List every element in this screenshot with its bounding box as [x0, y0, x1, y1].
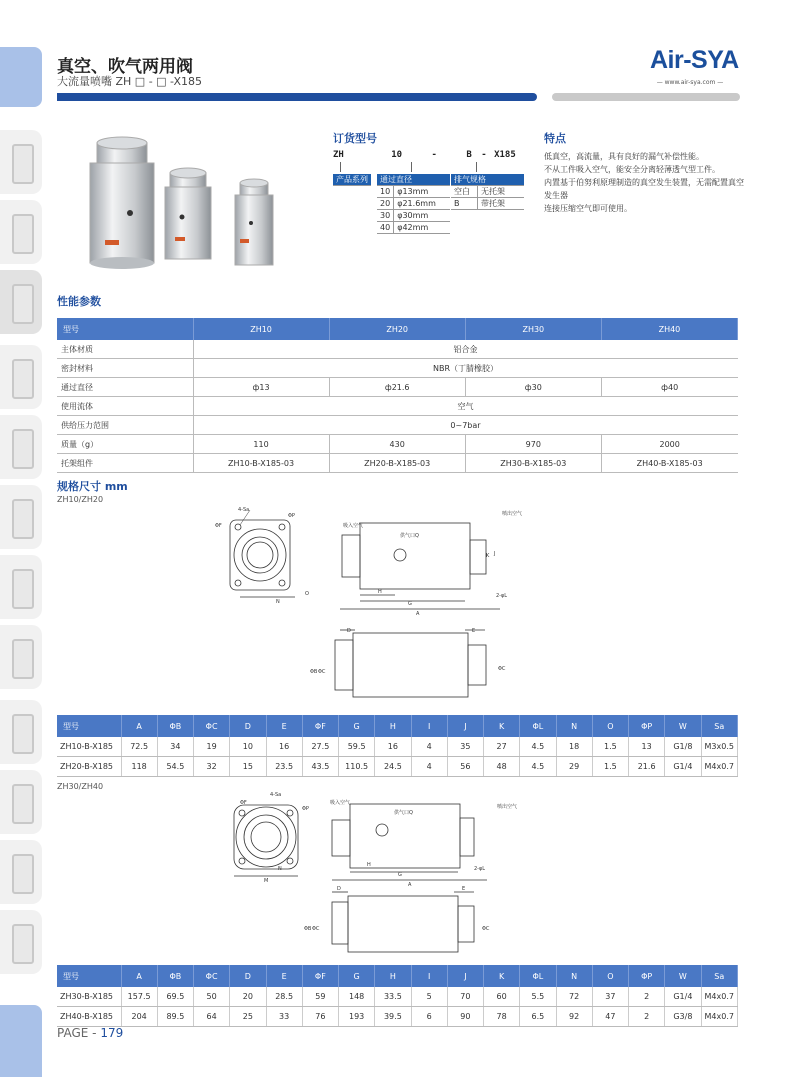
page-title: 真空、吹气两用阀	[57, 57, 193, 77]
cell-value: 5	[411, 987, 447, 1007]
order-code	[333, 150, 516, 160]
cell-value: 90	[447, 1007, 483, 1027]
brand-logo: Air-SYA	[650, 46, 739, 74]
label-K: K	[486, 553, 490, 559]
column-header: ΦB	[157, 715, 193, 737]
label-thread: 2-φL	[474, 866, 486, 872]
label-M: M	[264, 878, 269, 884]
cell-value: G1/8	[665, 737, 701, 757]
sidebar-tab-manifold[interactable]	[0, 700, 42, 764]
column-header: K	[484, 965, 520, 987]
column-header: 型号	[57, 715, 121, 737]
exhaust-table	[451, 174, 524, 210]
sidebar-tab-gripper[interactable]	[0, 625, 42, 689]
cell-value: 43.5	[302, 757, 338, 777]
table-row	[57, 359, 738, 378]
cell-value: 13	[629, 737, 665, 757]
sidebar-bottom-tab	[0, 1005, 42, 1077]
label-A: A	[416, 611, 420, 617]
sidebar-tab-regulator[interactable]	[0, 200, 42, 264]
page-subtitle: 大流量喷嘴 ZH □ - □ -X185	[57, 75, 202, 88]
cell-value: 35	[447, 737, 483, 757]
diameter-code: 30	[377, 210, 394, 222]
page-number	[57, 1026, 123, 1040]
cell-value: ф40	[601, 378, 737, 397]
cell-value: M4x0.7	[701, 1007, 738, 1027]
label-suction: 吸入空气	[343, 523, 364, 529]
cell-value: 89.5	[157, 1007, 193, 1027]
cell-value: 28.5	[266, 987, 302, 1007]
code-exhaust: B	[466, 150, 472, 160]
series-label-table	[333, 174, 371, 186]
cell-value: 157.5	[121, 987, 157, 1007]
label-D: D	[337, 886, 341, 892]
row-label: 通过直径	[57, 378, 193, 397]
label-phiP: ΦP	[288, 513, 295, 519]
cell-value: 25	[230, 1007, 266, 1027]
sidebar-tab-vacuum[interactable]	[0, 270, 42, 334]
sidebar-tab-silencer[interactable]	[0, 840, 42, 904]
sidebar-tab-fitting[interactable]	[0, 345, 42, 409]
cell-value: 16	[375, 737, 411, 757]
cell-value: G3/8	[665, 1007, 701, 1027]
sidebar-tab-accessory[interactable]	[0, 910, 42, 974]
column-header: D	[230, 965, 266, 987]
column-header: I	[411, 965, 447, 987]
drawing-zh30-zh40	[222, 790, 522, 960]
row-label: 使用流体	[57, 397, 193, 416]
column-header: ZH40	[601, 318, 737, 340]
page-number-value: 179	[100, 1026, 124, 1040]
column-header: H	[375, 715, 411, 737]
label-H: H	[378, 589, 382, 595]
label-D: D	[347, 628, 351, 634]
row-label: 供给压力范围	[57, 416, 193, 435]
fitting-icon	[12, 359, 34, 399]
code-suffix: X185	[494, 150, 516, 160]
label-O: O	[305, 591, 309, 597]
group1-label: ZH10/ZH20	[57, 495, 104, 504]
drawing-zh10-zh20	[210, 505, 530, 705]
cell-value: 193	[339, 1007, 375, 1027]
cell-value: 27	[484, 737, 520, 757]
cell-value: 64	[194, 1007, 230, 1027]
column-header: ΦF	[302, 715, 338, 737]
label-exhaust: 喷出空气	[497, 804, 518, 810]
cell-value: 0~7bar	[193, 416, 738, 435]
cell-value: G1/4	[665, 757, 701, 777]
column-header: A	[121, 715, 157, 737]
table-row	[451, 186, 524, 198]
cell-value: 33	[266, 1007, 302, 1027]
cell-value: 6.5	[520, 1007, 556, 1027]
code-dash1: -	[431, 150, 437, 160]
performance-heading: 性能参数	[57, 295, 101, 308]
label-holes: 4-Sa	[270, 792, 282, 798]
cell-value: 59	[302, 987, 338, 1007]
cell-value: 21.6	[629, 757, 665, 777]
column-header: 型号	[57, 965, 121, 987]
diameter-value: φ21.6mm	[394, 198, 451, 210]
column-header: H	[375, 965, 411, 987]
cell-value: 37	[592, 987, 628, 1007]
cell-value: 110.5	[339, 757, 375, 777]
cell-value: 10	[230, 737, 266, 757]
accessory-icon	[12, 924, 34, 964]
cell-value: ф13	[193, 378, 329, 397]
filter-icon	[12, 144, 34, 184]
table-row	[377, 210, 450, 222]
column-header: D	[230, 715, 266, 737]
table-row	[377, 198, 450, 210]
cell-value: 18	[556, 737, 592, 757]
column-header: ΦP	[629, 715, 665, 737]
cell-value: 19	[194, 737, 230, 757]
label-E: E	[462, 886, 466, 892]
label-phiB: ΦB	[310, 669, 318, 675]
sidebar-tab-elbow[interactable]	[0, 770, 42, 834]
column-header: ΦP	[629, 965, 665, 987]
sidebar-tab-actuator[interactable]	[0, 555, 42, 619]
exhaust-label: 排气规格	[451, 174, 524, 186]
column-header: ZH30	[465, 318, 601, 340]
column-header: G	[339, 965, 375, 987]
column-header: ΦL	[520, 965, 556, 987]
column-header: G	[339, 715, 375, 737]
features-heading: 特点	[544, 132, 566, 145]
column-header: E	[266, 965, 302, 987]
column-header: E	[266, 715, 302, 737]
page-label: PAGE -	[57, 1026, 97, 1040]
exhaust-code: 空白	[451, 186, 478, 198]
label-phiC: ΦC	[318, 669, 326, 675]
label-phiC: ΦC	[312, 926, 320, 932]
cell-value: ф21.6	[329, 378, 465, 397]
cell-value: 76	[302, 1007, 338, 1027]
row-label: 质量（g）	[57, 435, 193, 454]
feature-line: 低真空，高流量，具有良好的漏气补偿性能。	[544, 152, 704, 161]
connector-line	[340, 162, 341, 172]
feature-line: 连接压缩空气即可使用。	[544, 204, 632, 213]
table-row	[57, 397, 738, 416]
cell-value: 1.5	[592, 757, 628, 777]
connector-line	[476, 162, 477, 172]
elbow-icon	[12, 784, 34, 824]
cell-value: 24.5	[375, 757, 411, 777]
label-phiC-right: ΦC	[498, 666, 506, 672]
diameter-code: 20	[377, 198, 394, 210]
table-row	[377, 186, 450, 198]
label-phiC-right: ΦC	[482, 926, 490, 932]
cell-value: 47	[592, 1007, 628, 1027]
table-row	[57, 435, 738, 454]
table-row	[57, 987, 738, 1007]
column-header: O	[592, 965, 628, 987]
cell-value: 430	[329, 435, 465, 454]
diameter-label: 通过直径	[377, 174, 450, 186]
label-E: E	[472, 628, 476, 634]
column-header: ΦC	[194, 965, 230, 987]
front-view	[234, 805, 298, 876]
diameter-value: φ30mm	[394, 210, 451, 222]
cell-value: 56	[447, 757, 483, 777]
code-series: ZH	[333, 150, 344, 160]
cell-value: 50	[194, 987, 230, 1007]
header-bar-gray	[552, 93, 740, 101]
cell-value: ZH20-B-X185	[57, 757, 121, 777]
cell-value: 72	[556, 987, 592, 1007]
column-header: ΦC	[194, 715, 230, 737]
cell-value: 16	[266, 737, 302, 757]
cell-value: M4x0.7	[701, 757, 738, 777]
cell-value: ZH20-B-X185-03	[329, 454, 465, 473]
label-phiB: ΦB	[304, 926, 312, 932]
feature-line: 内置基于伯努利原理制造的真空发生装置，无需配置真空发生器	[544, 178, 744, 200]
order-heading: 订货型号	[333, 132, 377, 145]
column-header: A	[121, 965, 157, 987]
top-view	[335, 630, 486, 697]
cell-value: ф30	[465, 378, 601, 397]
cell-value: 59.5	[339, 737, 375, 757]
column-header: O	[592, 715, 628, 737]
group2-label: ZH30/ZH40	[57, 782, 104, 791]
label-phiF: ΦF	[240, 800, 247, 806]
manifold-icon	[12, 714, 34, 754]
cell-value: 4	[411, 757, 447, 777]
connector-line	[411, 162, 412, 172]
table-row	[57, 378, 738, 397]
column-header: Sa	[701, 715, 738, 737]
table-row	[57, 737, 738, 757]
column-header: ΦL	[520, 715, 556, 737]
cell-value: M4x0.7	[701, 987, 738, 1007]
row-label: 托架组件	[57, 454, 193, 473]
regulator-icon	[12, 214, 34, 254]
label-supply: 供气口Q	[394, 810, 413, 816]
dimensions-heading: 规格尺寸 mm	[57, 480, 128, 493]
cell-value: 29	[556, 757, 592, 777]
top-view	[332, 892, 474, 952]
sidebar-top-tab	[0, 47, 42, 107]
cell-value: 1.5	[592, 737, 628, 757]
label-A: A	[408, 882, 412, 888]
cell-value: 204	[121, 1007, 157, 1027]
cell-value: 2	[629, 987, 665, 1007]
exhaust-value: 无托架	[478, 186, 525, 198]
cell-value: 15	[230, 757, 266, 777]
column-header: 型号	[57, 318, 193, 340]
cell-value: 2000	[601, 435, 737, 454]
series-label: 产品系列	[333, 174, 371, 186]
label-supply: 供气口Q	[400, 533, 419, 539]
cylinder-icon	[12, 499, 34, 539]
row-label: 密封材料	[57, 359, 193, 378]
cell-value: 69.5	[157, 987, 193, 1007]
label-exhaust: 喷出空气	[502, 511, 523, 517]
label-holes: 4-Sa	[238, 507, 250, 513]
performance-table	[57, 318, 738, 473]
table-header-row	[57, 318, 738, 340]
cell-value: 空气	[193, 397, 738, 416]
column-header: ΦF	[302, 965, 338, 987]
label-phiF: ΦF	[215, 523, 222, 529]
dimension-table-1	[57, 715, 738, 777]
table-header-row	[57, 965, 738, 987]
dimension-table-2	[57, 965, 738, 1027]
label-thread: 2-φL	[496, 593, 508, 599]
cell-value: 60	[484, 987, 520, 1007]
label-phiP: ΦP	[302, 806, 309, 812]
table-row	[57, 340, 738, 359]
sidebar-tab-cylinder[interactable]	[0, 485, 42, 549]
cell-value: ZH30-B-X185-03	[465, 454, 601, 473]
cell-value: 2	[629, 1007, 665, 1027]
column-header: W	[665, 965, 701, 987]
vacuum-icon	[12, 284, 34, 324]
label-J: J	[494, 551, 496, 557]
column-header: N	[556, 715, 592, 737]
cell-value: 33.5	[375, 987, 411, 1007]
table-header-row	[57, 715, 738, 737]
cell-value: ZH10-B-X185-03	[193, 454, 329, 473]
column-header: N	[556, 965, 592, 987]
label-N: N	[278, 866, 282, 872]
valve-icon	[12, 429, 34, 469]
cell-value: 92	[556, 1007, 592, 1027]
table-row	[377, 222, 450, 234]
exhaust-code: B	[451, 198, 478, 210]
cell-value: 48	[484, 757, 520, 777]
column-header: J	[447, 965, 483, 987]
sidebar-tab-filter[interactable]	[0, 130, 42, 194]
label-suction: 吸入空气	[330, 800, 351, 806]
front-view	[230, 510, 295, 597]
table-row	[57, 757, 738, 777]
label-H: H	[367, 862, 371, 868]
label-G: G	[408, 601, 412, 607]
side-view	[340, 523, 500, 609]
exhaust-value: 带托架	[478, 198, 525, 210]
cell-value: ZH10-B-X185	[57, 737, 121, 757]
cell-value: 72.5	[121, 737, 157, 757]
code-diameter: 10	[391, 150, 403, 160]
diameter-value: φ42mm	[394, 222, 451, 234]
features-list	[544, 150, 744, 215]
cell-value: M3x0.5	[701, 737, 738, 757]
table-row	[57, 454, 738, 473]
gripper-icon	[12, 639, 34, 679]
valve-small	[235, 179, 273, 265]
cell-value: 5.5	[520, 987, 556, 1007]
column-header: W	[665, 715, 701, 737]
cell-value: G1/4	[665, 987, 701, 1007]
cell-value: 23.5	[266, 757, 302, 777]
column-header: I	[411, 715, 447, 737]
feature-line: 不从工件吸入空气，能安全分离轻薄透气型工件。	[544, 165, 720, 174]
cell-value: ZH40-B-X185	[57, 1007, 121, 1027]
diameter-table	[377, 174, 450, 234]
cell-value: 110	[193, 435, 329, 454]
cell-value: 4.5	[520, 757, 556, 777]
cell-value: 4	[411, 737, 447, 757]
silencer-icon	[12, 854, 34, 894]
brand-url[interactable]: — www.air-sya.com —	[656, 79, 724, 86]
cell-value: 54.5	[157, 757, 193, 777]
cell-value: NBR（丁腈橡胶）	[193, 359, 738, 378]
cell-value: 27.5	[302, 737, 338, 757]
valve-medium	[165, 168, 211, 259]
cell-value: 34	[157, 737, 193, 757]
cell-value: 39.5	[375, 1007, 411, 1027]
cell-value: 4.5	[520, 737, 556, 757]
column-header: Sa	[701, 965, 738, 987]
cell-value: 148	[339, 987, 375, 1007]
cell-value: 铝合金	[193, 340, 738, 359]
cell-value: 970	[465, 435, 601, 454]
cell-value: 32	[194, 757, 230, 777]
cell-value: ZH40-B-X185-03	[601, 454, 737, 473]
cell-value: 70	[447, 987, 483, 1007]
row-label: 主体材质	[57, 340, 193, 359]
cell-value: 118	[121, 757, 157, 777]
header-bar-blue	[57, 93, 537, 101]
cell-value: 6	[411, 1007, 447, 1027]
column-header: J	[447, 715, 483, 737]
cell-value: 78	[484, 1007, 520, 1027]
column-header: ZH20	[329, 318, 465, 340]
actuator-icon	[12, 569, 34, 609]
column-header: K	[484, 715, 520, 737]
diameter-code: 10	[377, 186, 394, 198]
column-header: ZH10	[193, 318, 329, 340]
table-row	[57, 1007, 738, 1027]
product-photo	[85, 135, 285, 275]
diameter-value: φ13mm	[394, 186, 451, 198]
diameter-code: 40	[377, 222, 394, 234]
brand-url-text: www.air-sya.com	[664, 79, 716, 86]
table-row	[57, 416, 738, 435]
table-row	[451, 198, 524, 210]
label-G: G	[398, 872, 402, 878]
cell-value: 20	[230, 987, 266, 1007]
column-header: ΦB	[157, 965, 193, 987]
code-dash2: -	[481, 150, 487, 160]
valve-large	[90, 137, 154, 269]
cell-value: ZH30-B-X185	[57, 987, 121, 1007]
label-N: N	[276, 599, 280, 605]
sidebar-tab-valve[interactable]	[0, 415, 42, 479]
